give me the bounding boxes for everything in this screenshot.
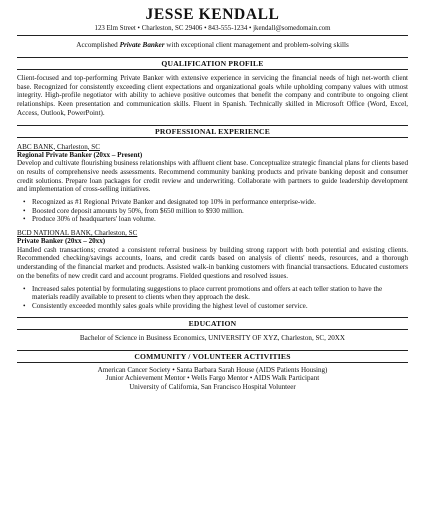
job-description: Develop and cultivate flourishing business relationships with affluent client base. Conceptualize strategic financial plans for clients based on results of comprehensive needs assessments. Recommend community banking products and private banking deposit and consumer credit solutions. Prepare loan packages for credit review and underwriting. Collaborate with partners to guide leadership development and implementation of cross-selling initiatives.	[17, 159, 408, 194]
section-heading-experience: PROFESSIONAL EXPERIENCE	[17, 125, 408, 138]
job-entry	[17, 143, 408, 224]
section-heading-community: COMMUNITY / VOLUNTEER ACTIVITIES	[17, 350, 408, 363]
job-title: Private Banker (20xx – 20xx)	[17, 237, 106, 246]
education-entry: Bachelor of Science in Business Economics, UNIVERSITY OF XYZ, Charleston, SC, 20XX	[79, 334, 346, 343]
achievement-item: • Recognized as #1 Regional Private Banker and designated top 10% in performance enterprise-wide.	[26, 198, 408, 207]
job-achievements	[17, 198, 408, 224]
job-title: Regional Private Banker (20xx – Present)	[17, 150, 143, 159]
job-employer: BCD NATIONAL BANK, Charleston, SC	[17, 228, 138, 237]
tagline-suffix: with exceptional client management and problem-solving skills	[164, 41, 349, 49]
tagline-prefix: Accomplished	[76, 41, 120, 49]
community-line: Junior Achievement Mentor • Wells Fargo Mentor • AIDS Walk Participant	[105, 374, 320, 383]
job-description: Handled cash transactions; created a consistent referral business by building strong rapport with both potential and existing clients. Recommended checking/savings accounts, loans, and credit cards based on analysis of clients' needs, resources, and a thorough understanding of the financial market and products. Assisted walk-in banking customers with financial transactions. Educated customers on the benefits of new credit card and account programs. Fielded questions and resolved issues.	[17, 245, 408, 280]
job-entry	[17, 229, 408, 310]
contact-info: 123 Elm Street • Charleston, SC 29406 • 843-555-1234 • jkendall@somedomain.com	[17, 24, 408, 36]
community-line: University of California, San Francisco Hospital Volunteer	[129, 382, 296, 391]
qualification-summary: Client-focused and top-performing Private Banker with extensive experience in servicing the financial needs of high net-worth client base. Recognized for consistently exceeding client expectations and organizational goals while upholding company values with utmost integrity. High-profile negotiator with ability to achieve positive outcomes that benefit the company and contribute to ongoing client relationships. Keen presentation and communication skills. Fluent in Spanish. Technically skilled in Microsoft Office (Word, Excel, Access, Outlook, PowerPoint).	[17, 74, 408, 117]
job-achievements	[17, 285, 408, 311]
section-heading-qualification: QUALIFICATION PROFILE	[17, 57, 408, 70]
section-heading-education: EDUCATION	[17, 317, 408, 330]
achievement-item: • Boosted core deposit amounts by 50%, from $650 million to $930 million.	[26, 207, 408, 216]
achievement-item: • Produce 30% of headquarters' loan volume.	[26, 215, 408, 224]
achievement-item: • Consistently exceeded monthly sales goals while providing the highest level of customer service.	[26, 302, 408, 311]
achievement-item: • Increased sales potential by formulating suggestions to place current promotions and offers at each teller station to have the materials readily available to present to clients when they approach the desk.	[26, 285, 408, 302]
candidate-name: JESSE KENDALL	[145, 6, 280, 23]
tagline-emphasis: Private Banker	[119, 41, 165, 49]
job-employer: ABC BANK, Charleston, SC	[17, 142, 100, 151]
community-list	[17, 366, 408, 391]
community-line: American Cancer Society • Santa Barbara Sarah House (AIDS Patients Housing)	[97, 365, 328, 374]
tagline	[17, 41, 408, 50]
